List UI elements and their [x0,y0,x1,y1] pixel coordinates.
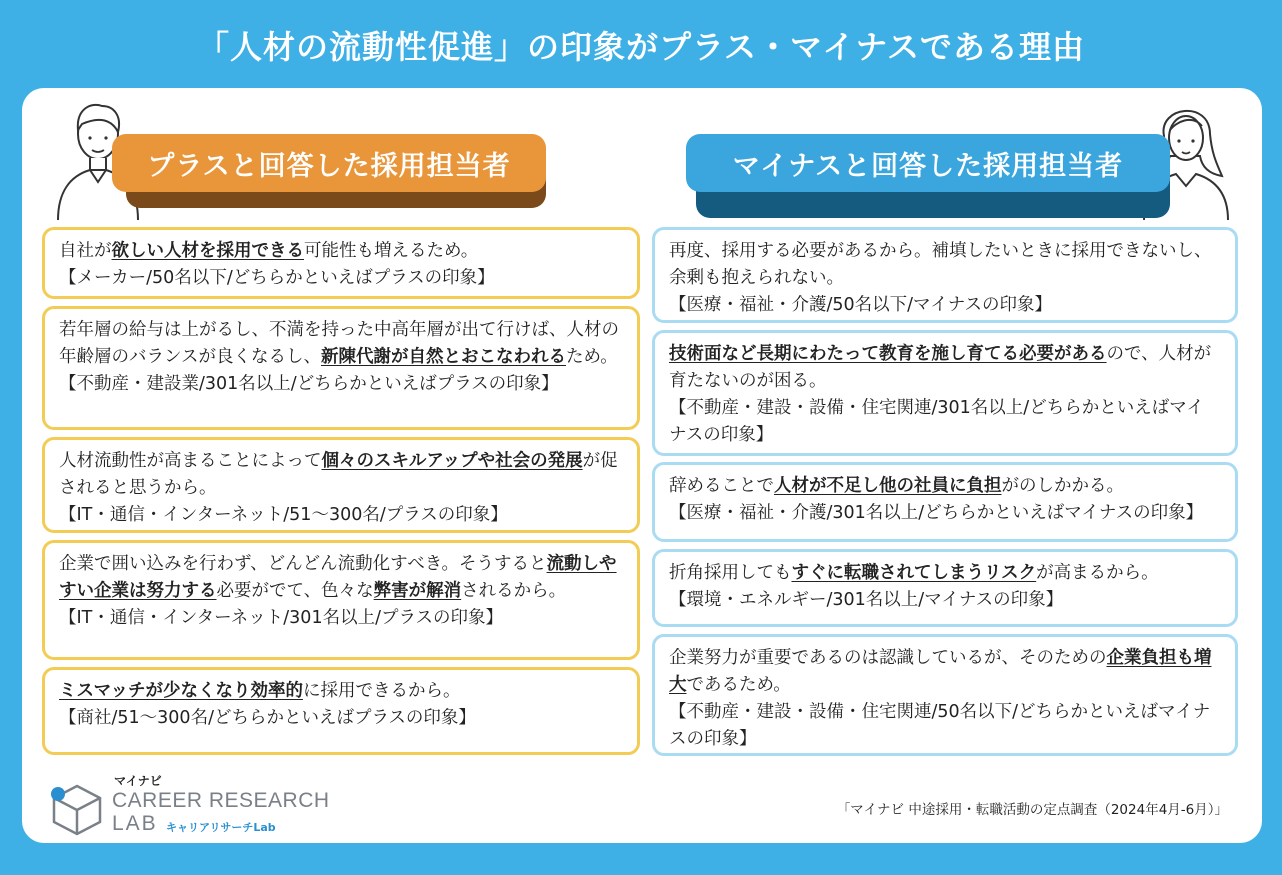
minus-reason-text [669,238,1221,292]
career-research-lab-logo-icon [48,780,106,838]
emphasis-text: すぐに転職されてしまうリスク [791,563,1037,583]
plus-reason-text [59,678,623,705]
plus-reason-source: 【メーカー/50名以下/どちらかといえばプラスの印象】 [59,268,495,288]
reason-text-segment: がのしかかる。 [1001,476,1124,496]
emphasis-text: 企業負担も増大 [669,648,1212,695]
minus-reason-text [669,473,1221,500]
brand-lab: LAB [112,812,158,835]
plus-reason-source: 【IT・通信・インターネット/51〜300名/プラスの印象】 [59,505,508,525]
emphasis-text: 弊害が解消 [373,581,462,601]
reason-text-segment: ので、人材が育たないのが困る。 [669,344,1212,391]
emphasis-text: 技術面など長期にわたって教育を施し育てる必要がある [669,344,1107,364]
reason-text-segment: 人材流動性が高まることによって [59,451,322,471]
minus-reason-source: 【不動産・建設・設備・住宅関連/50名以下/どちらかといえばマイナスの印象】 [669,702,1211,749]
emphasis-text: ミスマッチが少なくなり効率的 [59,681,303,701]
reason-text-segment: が高まるから。 [1036,563,1159,583]
minus-reason-source: 【医療・福祉・介護/301名以上/どちらかといえばマイナスの印象】 [669,503,1204,523]
plus-reason-card [42,306,640,430]
minus-reason-card [652,330,1238,456]
emphasis-text: 個々のスキルアップや社会の発展 [321,451,583,471]
minus-reason-source: 【環境・エネルギー/301名以上/マイナスの印象】 [669,590,1064,610]
minus-reason-text [669,560,1221,587]
emphasis-text: 人材が不足し他の社員に負担 [774,476,1002,496]
plus-reason-text [59,317,623,371]
page-title: 「人材の流動性促進」の印象がプラス・マイナスである理由 [196,28,1086,66]
reason-text-segment: 企業で囲い込みを行わず、どんどん流動化すべき。そうすると [59,554,547,574]
minus-header: マイナスと回答した採用担当者 [686,134,1170,192]
minus-reason-card [652,227,1238,323]
reason-text-segment: ため。 [565,347,618,367]
reason-text-segment: 自社が [59,241,112,261]
reason-text-segment: されるから。 [461,581,567,601]
emphasis-text: 新陳代謝が自然とおこなわれる [320,347,566,367]
plus-reason-text [59,551,623,605]
plus-reason-card [42,667,640,755]
reason-text-segment: が促されると思うから。 [59,451,618,498]
plus-reason-source: 【不動産・建設業/301名以上/どちらかといえばプラスの印象】 [59,374,559,394]
brand-subtitle: キャリアリサーチLab [166,821,276,834]
reason-text-segment: 再度、採用する必要があるから。補填したいときに採用できないし、余剰も抱えられない。 [669,241,1212,288]
plus-reason-card [42,437,640,533]
minus-reason-text [669,341,1221,395]
minus-reason-card [652,462,1238,542]
emphasis-text: 欲しい人材を採用できる [111,241,304,261]
reason-text-segment: に採用できるから。 [302,681,461,701]
plus-reason-card [42,227,640,299]
brand-mynavi: マイナビ [114,774,162,788]
minus-reason-card [652,549,1238,627]
reason-text-segment: 必要がでて、色々な [216,581,374,601]
reason-text-segment: 可能性も増えるため。 [304,241,479,261]
emphasis-text: 流動しやすい企業は努力する [59,554,617,601]
plus-reason-text [59,238,623,265]
minus-reason-text [669,645,1221,699]
plus-reason-text [59,448,623,502]
minus-reason-source: 【医療・福祉・介護/50名以下/マイナスの印象】 [669,295,1053,315]
reason-text-segment: 辞めることで [669,476,774,496]
reason-text-segment: であるため。 [686,675,791,695]
reason-text-segment: 企業努力が重要であるのは認識しているが、そのための [669,648,1107,668]
minus-reason-source: 【不動産・建設・設備・住宅関連/301名以上/どちらかといえばマイナスの印象】 [669,398,1204,445]
plus-reason-card [42,540,640,660]
plus-reason-source: 【商社/51〜300名/どちらかといえばプラスの印象】 [59,708,476,728]
plus-reason-source: 【IT・通信・インターネット/301名以上/プラスの印象】 [59,608,503,628]
reason-text-segment: 折角採用しても [669,563,792,583]
plus-header: プラスと回答した採用担当者 [112,134,546,192]
reason-text-segment: 若年層の給与は上がるし、不満を持った中高年層が出て行けば、人材の年齢層のバランスが良くなるし、 [59,320,619,367]
source-footnote: 「マイナビ 中途採用・転職活動の定点調査（2024年4月-6月）」 [836,802,1228,818]
brand-career-research: CAREER RESEARCH [112,789,330,812]
minus-reason-card [652,634,1238,756]
